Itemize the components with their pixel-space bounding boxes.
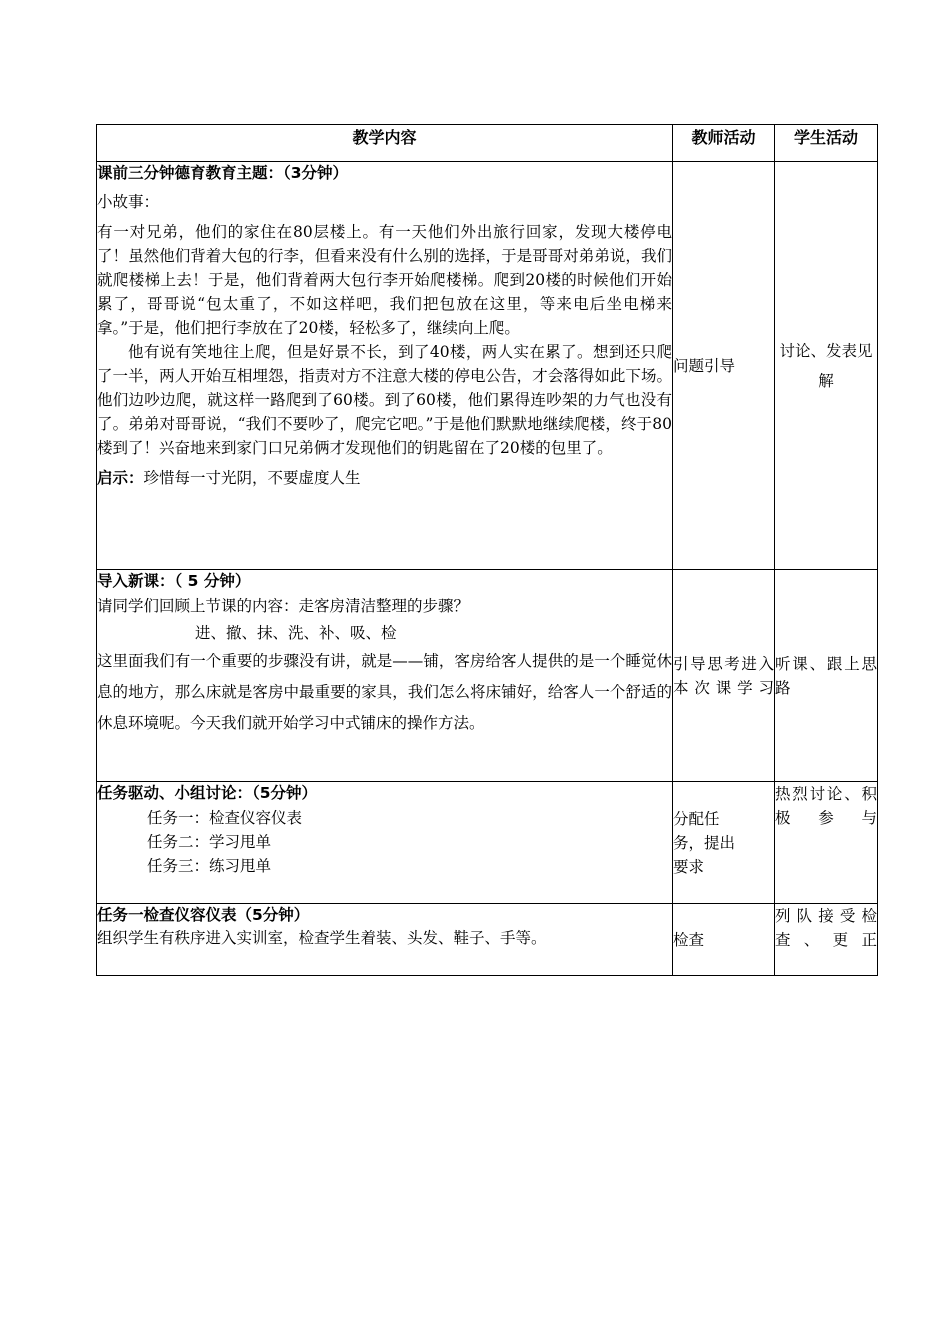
table-row — [97, 570, 878, 782]
teacher-activity: 检查 — [673, 930, 705, 949]
teacher-activity: 分配任务，提出要求 — [673, 809, 736, 876]
student-activity-cell — [775, 904, 878, 976]
teacher-activity-cell — [673, 570, 775, 782]
teacher-activity: 引导思考进入本次课学习 — [673, 654, 774, 697]
teacher-activity: 问题引导 — [673, 356, 736, 375]
section-title: 导入新课：（ 5 分钟） — [97, 572, 251, 590]
story-paragraph: 他有说有笑地往上爬，但是好景不长，到了40楼，两人实在累了。想到还只爬了一半，两人开始互相埋怨，指责对方不注意大楼的停电公告，才会落得如此下场。他们边吵边爬，就这样一路爬到了60楼。到了60楼，他们累得连吵架的力气也没有了。弟弟对哥哥说，“我们不要吵了，爬完它吧。”于是他们默默地继续爬楼，终于80楼到了！兴奋地来到家门口兄弟俩才发现他们的钥匙留在了20楼的包里了。 — [97, 343, 672, 457]
table-row — [97, 162, 878, 570]
section-title: 任务驱动、小组讨论：（5分钟） — [97, 784, 318, 802]
content-cell — [97, 904, 673, 976]
student-activity: 热烈讨论、积极参与 — [775, 785, 877, 827]
review-question: 请同学们回顾上节课的内容：走客房清洁整理的步骤？ — [97, 597, 470, 615]
content-cell — [97, 570, 673, 782]
moral-text: 珍惜每一寸光阴，不要虚度人生 — [143, 469, 361, 487]
moral-line — [97, 466, 672, 490]
student-activity-cell — [775, 162, 878, 570]
table-row — [97, 782, 878, 904]
cleaning-steps: 进、撤、抹、洗、补、吸、检 — [195, 624, 397, 642]
teacher-activity-cell — [673, 782, 775, 904]
task-item: 任务一：检查仪容仪表 — [147, 809, 303, 827]
table-row — [97, 904, 878, 976]
section-title: 课前三分钟德育教育主题：（3分钟） — [97, 164, 349, 182]
student-activity-cell — [775, 782, 878, 904]
intro-paragraph: 这里面我们有一个重要的步骤没有讲，就是——铺，客房给客人提供的是一个睡觉休息的地方，那么床就是客房中最重要的家具，我们怎么将床铺好，给客人一个舒适的休息环境呢。今天我们就开始学习中式铺床的操作方法。 — [97, 652, 672, 732]
header-content: 教学内容 — [97, 125, 673, 162]
header-teacher-activity: 教师活动 — [673, 125, 775, 162]
header-student-activity: 学生活动 — [775, 125, 878, 162]
student-activity: 列队接受检查、更正 — [775, 907, 877, 949]
moral-label: 启示： — [97, 469, 144, 487]
teacher-activity-cell — [673, 904, 775, 976]
task-item: 任务二：学习甩单 — [147, 833, 272, 851]
student-activity-cell — [775, 570, 878, 782]
story-paragraph: 有一对兄弟，他们的家住在80层楼上。有一天他们外出旅行回家，发现大楼停电了！虽然他们背着大包的行李，但看来没有什么别的选择，于是哥哥对弟弟说，我们就爬楼梯上去！于是，他们背着两大包行李开始爬楼梯。爬到20楼的时候他们开始累了，哥哥说“包太重了，不如这样吧，我们把包放在这里，等来电后坐电梯来拿。”于是，他们把行李放在了20楼，轻松多了，继续向上爬。 — [97, 223, 672, 337]
student-activity: 讨论、发表见解 — [779, 341, 873, 390]
task-item: 任务三：练习甩单 — [147, 857, 272, 875]
student-activity: 听课、跟上思路 — [775, 654, 877, 697]
content-cell — [97, 162, 673, 570]
teacher-activity-cell — [673, 162, 775, 570]
inspection-text: 组织学生有秩序进入实训室，检查学生着装、头发、鞋子、手等。 — [97, 929, 547, 947]
table-header-row — [97, 125, 878, 162]
section-title: 任务一检查仪容仪表（5分钟） — [97, 906, 310, 924]
lesson-plan-table — [96, 124, 878, 976]
story-subtitle: 小故事： — [97, 193, 160, 211]
content-cell — [97, 782, 673, 904]
